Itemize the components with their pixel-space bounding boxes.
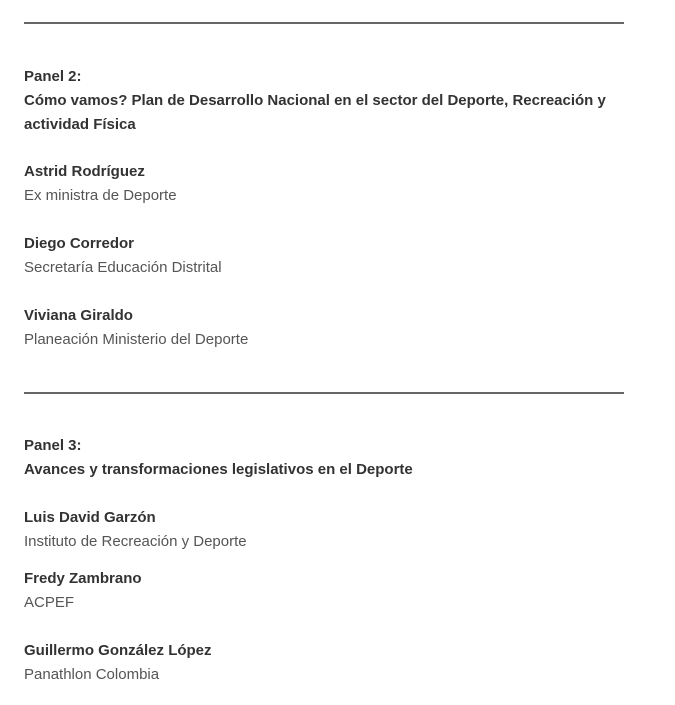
- section-divider-top: [24, 22, 624, 24]
- panel-3-speaker-2: [24, 567, 624, 615]
- panel-3-speaker-3: [24, 639, 624, 687]
- speaker-role: Ex ministra de Deporte: [24, 187, 177, 204]
- panel-3-label: Panel 3:: [24, 437, 82, 454]
- panel-3-title: Avances y transformaciones legislativos en el Deporte: [24, 461, 413, 478]
- speaker-role: Planeación Ministerio del Deporte: [24, 331, 249, 348]
- panel-2-label: Panel 2:: [24, 68, 82, 85]
- section-divider-middle: [24, 392, 624, 394]
- speaker-name: Diego Corredor: [24, 235, 135, 252]
- panel-2-heading: [24, 65, 624, 137]
- speaker-role: Panathlon Colombia: [24, 666, 160, 683]
- speaker-role: Secretaría Educación Distrital: [24, 259, 222, 276]
- panel-2-speaker-1: [24, 160, 624, 208]
- panel-3-heading: [24, 434, 624, 482]
- speaker-name: Fredy Zambrano: [24, 570, 142, 587]
- speaker-role: ACPEF: [24, 594, 75, 611]
- panel-2-title: Cómo vamos? Plan de Desarrollo Nacional en el sector del Deporte, Recreación y actividad Física: [24, 92, 606, 133]
- panel-2-speaker-2: [24, 232, 624, 280]
- panel-3-speaker-1: [24, 506, 624, 554]
- speaker-name: Viviana Giraldo: [24, 307, 133, 324]
- speaker-name: Astrid Rodríguez: [24, 163, 145, 180]
- speaker-name: Guillermo González López: [24, 642, 212, 659]
- speaker-name: Luis David Garzón: [24, 509, 156, 526]
- speaker-role: Instituto de Recreación y Deporte: [24, 533, 247, 550]
- panel-2-speaker-3: [24, 304, 624, 352]
